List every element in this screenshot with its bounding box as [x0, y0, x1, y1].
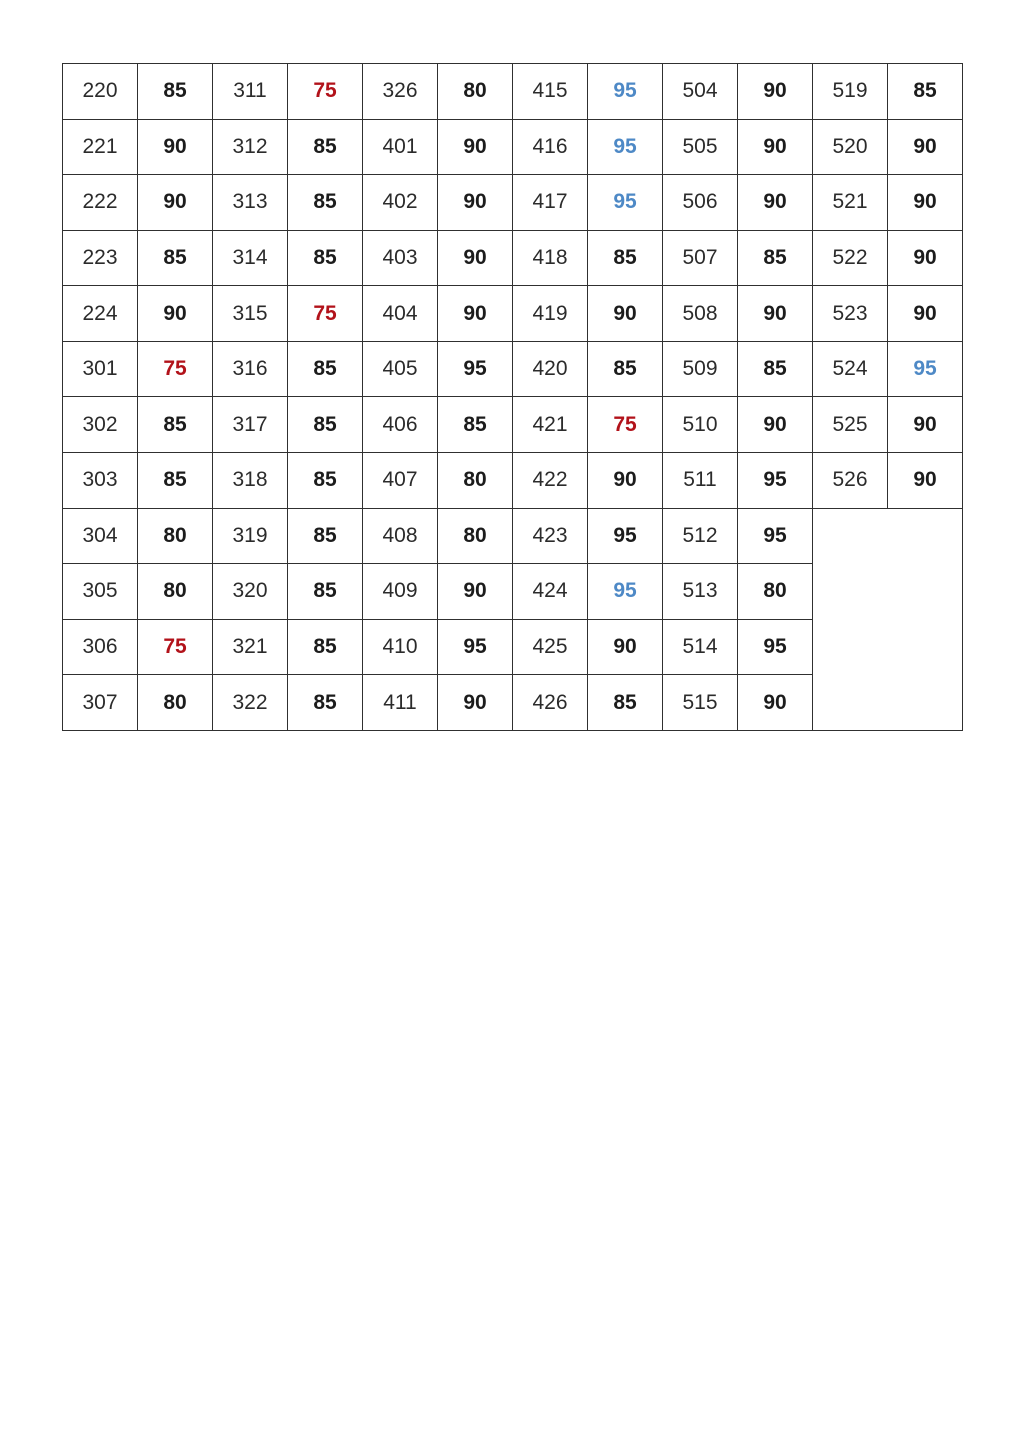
room-number-cell: 302: [63, 397, 138, 453]
room-number-cell: 520: [813, 119, 888, 175]
score-cell: 90: [888, 119, 963, 175]
score-cell: 90: [888, 286, 963, 342]
score-cell: 85: [588, 230, 663, 286]
score-cell: 90: [588, 286, 663, 342]
score-cell: 85: [288, 675, 363, 731]
score-cell: 95: [738, 508, 813, 564]
score-cell: 90: [438, 119, 513, 175]
score-cell: 95: [438, 619, 513, 675]
room-number-cell: 306: [63, 619, 138, 675]
room-number-cell: 507: [663, 230, 738, 286]
room-number-cell: 321: [213, 619, 288, 675]
score-cell: 85: [288, 619, 363, 675]
room-number-cell: 305: [63, 564, 138, 620]
room-number-cell: 311: [213, 64, 288, 120]
score-cell: 85: [288, 119, 363, 175]
score-cell: 95: [438, 341, 513, 397]
score-cell: 85: [288, 397, 363, 453]
room-number-cell: 403: [363, 230, 438, 286]
score-cell: 90: [438, 675, 513, 731]
score-cell: 85: [288, 508, 363, 564]
score-cell: 95: [738, 453, 813, 509]
room-number-cell: 511: [663, 453, 738, 509]
room-number-cell: 224: [63, 286, 138, 342]
score-cell: 90: [738, 286, 813, 342]
room-number-cell: 421: [513, 397, 588, 453]
score-cell: 85: [138, 230, 213, 286]
score-cell: 95: [738, 619, 813, 675]
empty-merged-cell: [813, 508, 963, 730]
room-number-cell: 425: [513, 619, 588, 675]
room-number-cell: 514: [663, 619, 738, 675]
score-cell: 95: [588, 175, 663, 231]
score-cell: 85: [588, 341, 663, 397]
room-number-cell: 326: [363, 64, 438, 120]
room-number-cell: 417: [513, 175, 588, 231]
table-row: [63, 64, 963, 120]
score-cell: 85: [288, 175, 363, 231]
room-number-cell: 505: [663, 119, 738, 175]
room-number-cell: 408: [363, 508, 438, 564]
room-number-cell: 420: [513, 341, 588, 397]
room-number-cell: 220: [63, 64, 138, 120]
score-cell: 80: [138, 675, 213, 731]
room-number-cell: 319: [213, 508, 288, 564]
score-cell: 75: [588, 397, 663, 453]
room-number-cell: 301: [63, 341, 138, 397]
room-number-cell: 523: [813, 286, 888, 342]
score-cell: 85: [138, 64, 213, 120]
room-number-cell: 419: [513, 286, 588, 342]
score-cell: 95: [588, 564, 663, 620]
table-row: [63, 230, 963, 286]
table-row: [63, 175, 963, 231]
room-number-cell: 322: [213, 675, 288, 731]
score-cell: 90: [888, 397, 963, 453]
score-cell: 85: [888, 64, 963, 120]
table-row: [63, 286, 963, 342]
score-cell: 75: [138, 341, 213, 397]
room-number-cell: 506: [663, 175, 738, 231]
room-number-cell: 314: [213, 230, 288, 286]
score-cell: 85: [288, 564, 363, 620]
score-cell: 90: [738, 175, 813, 231]
score-cell: 80: [438, 453, 513, 509]
room-number-cell: 415: [513, 64, 588, 120]
score-cell: 90: [738, 397, 813, 453]
room-number-cell: 513: [663, 564, 738, 620]
room-number-cell: 521: [813, 175, 888, 231]
score-cell: 75: [288, 286, 363, 342]
room-number-cell: 407: [363, 453, 438, 509]
room-number-cell: 223: [63, 230, 138, 286]
room-number-cell: 304: [63, 508, 138, 564]
room-number-cell: 504: [663, 64, 738, 120]
score-cell: 95: [588, 64, 663, 120]
room-number-cell: 313: [213, 175, 288, 231]
score-cell: 90: [138, 119, 213, 175]
room-number-cell: 525: [813, 397, 888, 453]
room-number-cell: 315: [213, 286, 288, 342]
score-cell: 80: [438, 64, 513, 120]
score-cell: 90: [438, 286, 513, 342]
scores-table: [62, 63, 963, 731]
room-number-cell: 509: [663, 341, 738, 397]
room-number-cell: 318: [213, 453, 288, 509]
score-cell: 90: [588, 619, 663, 675]
score-cell: 90: [438, 564, 513, 620]
score-cell: 95: [588, 119, 663, 175]
score-cell: 90: [888, 453, 963, 509]
room-number-cell: 522: [813, 230, 888, 286]
score-cell: 85: [138, 397, 213, 453]
room-number-cell: 416: [513, 119, 588, 175]
score-cell: 80: [138, 508, 213, 564]
score-cell: 90: [738, 675, 813, 731]
score-cell: 85: [288, 453, 363, 509]
room-number-cell: 406: [363, 397, 438, 453]
table-row: [63, 397, 963, 453]
room-number-cell: 320: [213, 564, 288, 620]
score-cell: 90: [438, 175, 513, 231]
room-number-cell: 402: [363, 175, 438, 231]
score-cell: 85: [288, 341, 363, 397]
room-number-cell: 426: [513, 675, 588, 731]
score-cell: 75: [288, 64, 363, 120]
table-row: [63, 119, 963, 175]
score-cell: 85: [738, 341, 813, 397]
score-cell: 85: [138, 453, 213, 509]
room-number-cell: 316: [213, 341, 288, 397]
scores-table-body: [63, 64, 963, 731]
score-cell: 90: [888, 230, 963, 286]
table-row: [63, 341, 963, 397]
room-number-cell: 405: [363, 341, 438, 397]
score-cell: 90: [738, 119, 813, 175]
score-cell: 85: [738, 230, 813, 286]
room-number-cell: 317: [213, 397, 288, 453]
score-cell: 90: [438, 230, 513, 286]
room-number-cell: 303: [63, 453, 138, 509]
table-row: [63, 453, 963, 509]
score-cell: 90: [738, 64, 813, 120]
room-number-cell: 411: [363, 675, 438, 731]
room-number-cell: 524: [813, 341, 888, 397]
score-cell: 90: [138, 175, 213, 231]
room-number-cell: 221: [63, 119, 138, 175]
room-number-cell: 515: [663, 675, 738, 731]
room-number-cell: 512: [663, 508, 738, 564]
score-cell: 85: [438, 397, 513, 453]
score-cell: 75: [138, 619, 213, 675]
room-number-cell: 312: [213, 119, 288, 175]
score-cell: 95: [888, 341, 963, 397]
score-cell: 85: [588, 675, 663, 731]
room-number-cell: 409: [363, 564, 438, 620]
score-cell: 80: [438, 508, 513, 564]
room-number-cell: 423: [513, 508, 588, 564]
score-cell: 90: [138, 286, 213, 342]
score-cell: 90: [888, 175, 963, 231]
room-number-cell: 508: [663, 286, 738, 342]
table-row: [63, 508, 963, 564]
room-number-cell: 410: [363, 619, 438, 675]
room-number-cell: 418: [513, 230, 588, 286]
room-number-cell: 222: [63, 175, 138, 231]
score-cell: 85: [288, 230, 363, 286]
room-number-cell: 401: [363, 119, 438, 175]
room-number-cell: 424: [513, 564, 588, 620]
room-number-cell: 404: [363, 286, 438, 342]
score-cell: 80: [738, 564, 813, 620]
score-cell: 95: [588, 508, 663, 564]
room-number-cell: 307: [63, 675, 138, 731]
room-number-cell: 510: [663, 397, 738, 453]
room-number-cell: 422: [513, 453, 588, 509]
score-cell: 90: [588, 453, 663, 509]
score-cell: 80: [138, 564, 213, 620]
room-number-cell: 526: [813, 453, 888, 509]
room-number-cell: 519: [813, 64, 888, 120]
